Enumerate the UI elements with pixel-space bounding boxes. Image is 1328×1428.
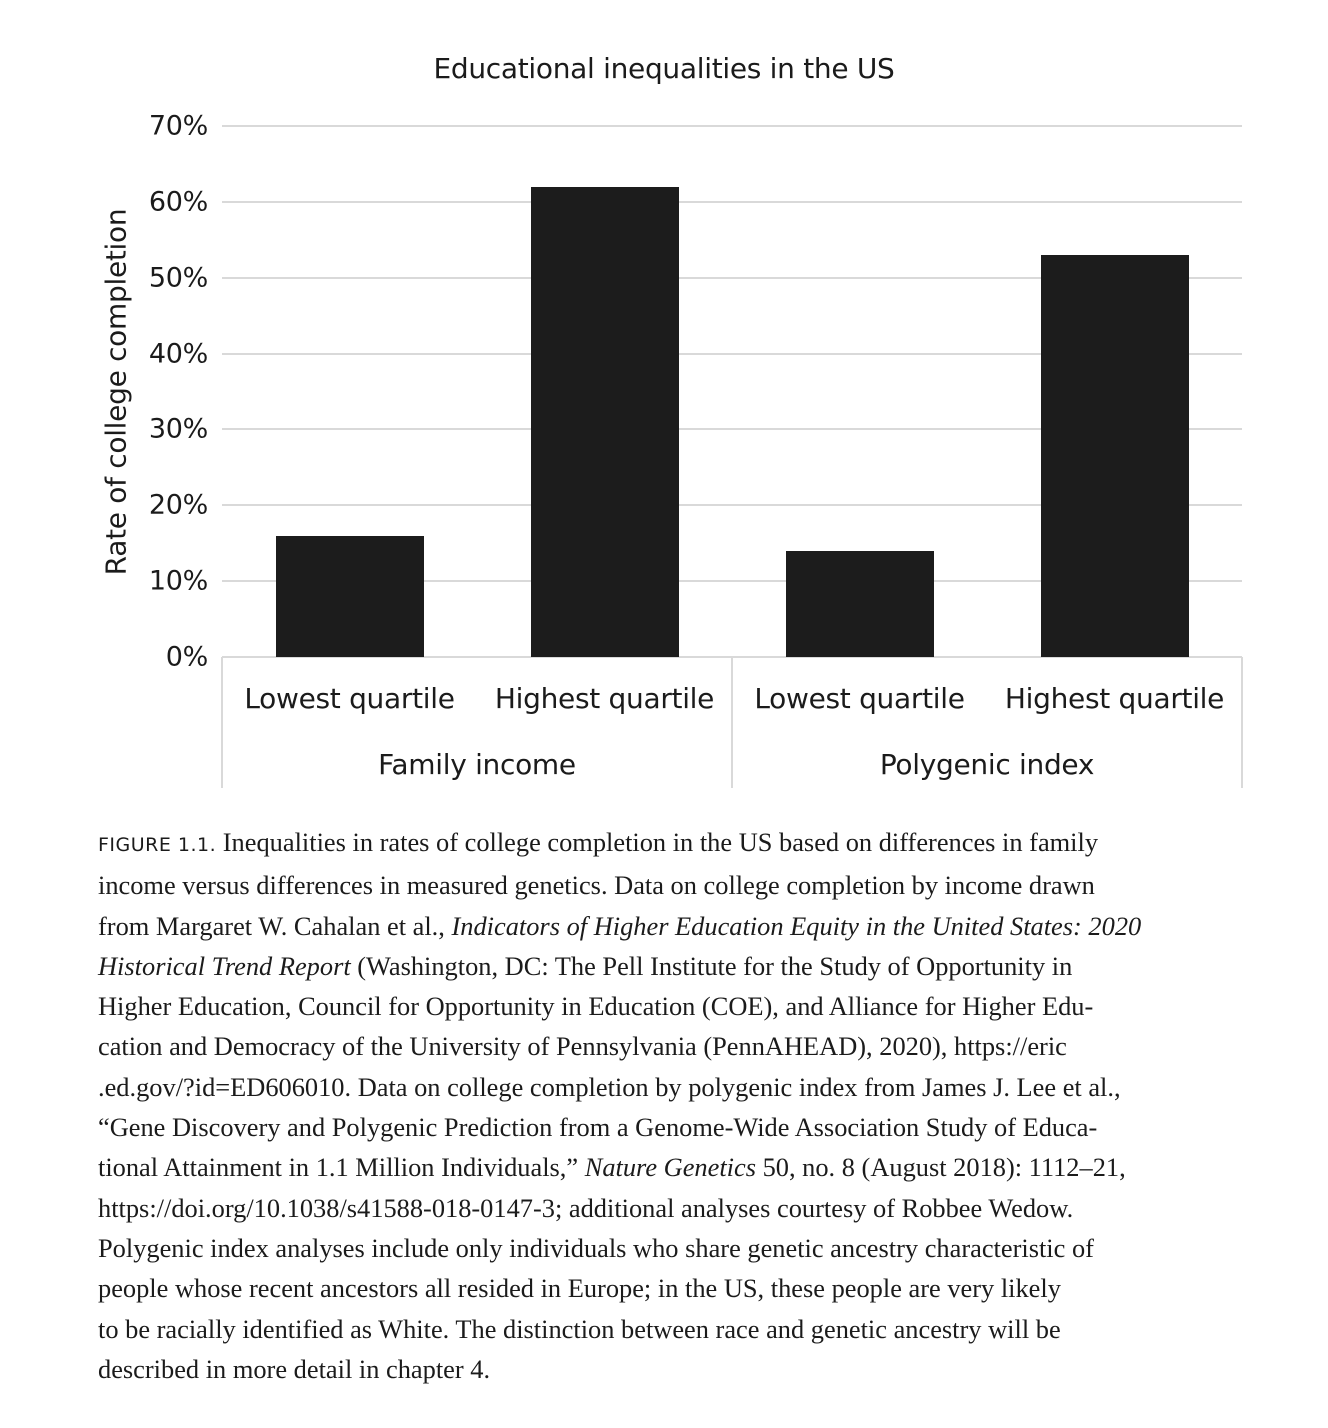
figure-label: FIGURE 1.1. [98, 834, 217, 856]
caption-line [98, 946, 1238, 986]
caption-text: income versus differences in measured genetics. Data on college completion by income drawn [98, 870, 1095, 901]
caption-line [98, 1147, 1238, 1187]
bar [1041, 255, 1189, 657]
y-tick-label: 10% [148, 565, 208, 597]
caption-text: to be racially identified as White. The distinction between race and genetic ancestry will be [98, 1313, 1061, 1344]
y-tick-label: 50% [148, 262, 208, 294]
caption-line [98, 1067, 1238, 1107]
y-tick-label: 30% [148, 413, 208, 445]
caption-line [98, 1309, 1238, 1349]
caption-line [98, 1268, 1238, 1308]
y-axis-label: Rate of college completion [99, 208, 133, 576]
caption-italic-text: Indicators of Higher Education Equity in the United States: 2020 [451, 910, 1142, 941]
x-category-label: Highest quartile [1004, 682, 1225, 715]
caption-line [98, 1188, 1238, 1228]
caption-line [98, 1349, 1238, 1389]
bar [276, 536, 424, 657]
chart-title: Educational inequalities in the US [433, 52, 895, 85]
y-tick-label: 20% [148, 489, 208, 521]
caption-line [98, 906, 1238, 946]
caption-line [98, 865, 1238, 905]
caption-line [98, 986, 1238, 1026]
y-tick-label: 0% [165, 641, 208, 673]
gridline [222, 125, 1242, 127]
caption-text: Higher Education, Council for Opportunity in Education (COE), and Alliance for Higher Edu- [98, 991, 1094, 1022]
caption-line [98, 822, 1238, 865]
caption-line [98, 1026, 1238, 1066]
x-category-label: Highest quartile [494, 682, 715, 715]
caption-text: cation and Democracy of the University of Pennsylvania (PennAHEAD), 2020), https://eric [98, 1031, 1067, 1062]
caption-text: from Margaret W. Cahalan et al., [98, 910, 452, 941]
x-group-label: Polygenic index [879, 748, 1095, 781]
y-tick-label: 60% [148, 186, 208, 218]
caption-italic-text: Nature Genetics [584, 1152, 756, 1183]
caption-text: .ed.gov/?id=ED606010. Data on college completion by polygenic index from James J. Lee et al., [98, 1071, 1121, 1102]
bar [531, 187, 679, 657]
bar [786, 551, 934, 657]
caption-line [98, 1228, 1238, 1268]
x-category-label: Lowest quartile [244, 682, 455, 715]
caption-line [98, 1107, 1238, 1147]
caption-text: tional Attainment in 1.1 Million Individuals,” [98, 1152, 585, 1183]
x-group-label: Family income [378, 748, 576, 781]
gridline [222, 201, 1242, 203]
y-tick-label: 40% [148, 338, 208, 370]
x-category-label: Lowest quartile [754, 682, 965, 715]
y-tick-label: 70% [148, 110, 208, 142]
caption-text: Polygenic index analyses include only individuals who share genetic ancestry characteristic of [98, 1232, 1094, 1263]
caption-text: https://doi.org/10.1038/s41588-018-0147-3; additional analyses courtesy of Robbee Wedow. [98, 1192, 1074, 1223]
caption-text: people whose recent ancestors all resided in Europe; in the US, these people are very likely [98, 1273, 1061, 1304]
caption-text: (Washington, DC: The Pell Institute for the Study of Opportunity in [350, 950, 1073, 981]
caption-text: 50, no. 8 (August 2018): 1112–21, [755, 1152, 1126, 1183]
figure-caption [98, 822, 1238, 1389]
caption-text: Inequalities in rates of college completion in the US based on differences in family [216, 827, 1099, 857]
caption-text: described in more detail in chapter 4. [98, 1353, 491, 1384]
caption-italic-text: Historical Trend Report [98, 950, 351, 981]
caption-text: “Gene Discovery and Polygenic Prediction from a Genome-Wide Association Study of Educa- [98, 1112, 1098, 1143]
